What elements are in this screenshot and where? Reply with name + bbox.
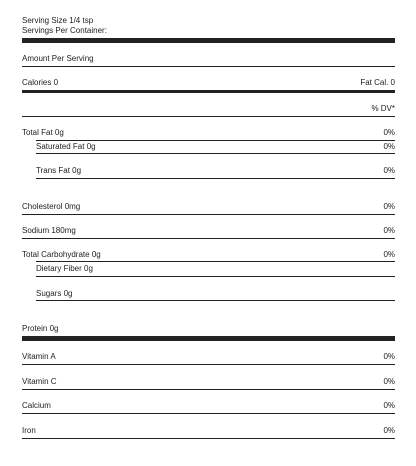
divider	[36, 261, 395, 262]
servings-per-container: Servings Per Container:	[22, 26, 107, 35]
nutrient-dv-total-fat: 0%	[383, 128, 395, 137]
divider	[22, 413, 395, 414]
divider	[22, 238, 395, 239]
serving-size: Serving Size 1/4 tsp	[22, 16, 94, 25]
divider	[22, 116, 395, 117]
nutrient-label-total-carbohydrate: Total Carbohydrate 0g	[22, 250, 101, 259]
amount-per-serving: Amount Per Serving	[22, 54, 94, 63]
nutrient-label-sodium: Sodium 180mg	[22, 226, 76, 235]
vitamin-dv-vitamin-c: 0%	[383, 377, 395, 386]
vitamin-label-calcium: Calcium	[22, 401, 51, 410]
nutrient-dv-saturated-fat: 0%	[383, 142, 395, 151]
thick-divider	[22, 336, 395, 341]
divider	[22, 66, 395, 67]
divider	[36, 178, 395, 179]
nutrient-label-trans-fat: Trans Fat 0g	[36, 166, 82, 175]
divider	[22, 214, 395, 215]
nutrient-dv-sodium: 0%	[383, 226, 395, 235]
nutrient-label-protein: Protein 0g	[22, 324, 59, 333]
nutrient-label-total-fat: Total Fat 0g	[22, 128, 64, 137]
divider	[36, 153, 395, 154]
vitamin-label-vitamin-a: Vitamin A	[22, 352, 56, 361]
divider	[22, 364, 395, 365]
nutrient-dv-trans-fat: 0%	[383, 166, 395, 175]
fat-calories: Fat Cal. 0	[360, 78, 395, 87]
nutrient-label-sugars: Sugars 0g	[36, 289, 73, 298]
dv-header: % DV*	[371, 104, 395, 113]
nutrient-label-saturated-fat: Saturated Fat 0g	[36, 142, 96, 151]
vitamin-label-iron: Iron	[22, 426, 36, 435]
nutrient-dv-total-carbohydrate: 0%	[383, 250, 395, 259]
nutrient-dv-cholesterol: 0%	[383, 202, 395, 211]
nutrient-label-dietary-fiber: Dietary Fiber 0g	[36, 264, 93, 273]
vitamin-dv-vitamin-a: 0%	[383, 352, 395, 361]
calories-label: Calories 0	[22, 78, 59, 87]
divider	[22, 438, 395, 439]
vitamin-label-vitamin-c: Vitamin C	[22, 377, 57, 386]
divider	[36, 140, 395, 141]
divider	[22, 389, 395, 390]
medium-divider	[22, 90, 395, 93]
vitamin-dv-calcium: 0%	[383, 401, 395, 410]
vitamin-dv-iron: 0%	[383, 426, 395, 435]
nutrient-label-cholesterol: Cholesterol 0mg	[22, 202, 81, 211]
divider	[36, 300, 395, 301]
thick-divider	[22, 38, 395, 43]
divider	[36, 276, 395, 277]
